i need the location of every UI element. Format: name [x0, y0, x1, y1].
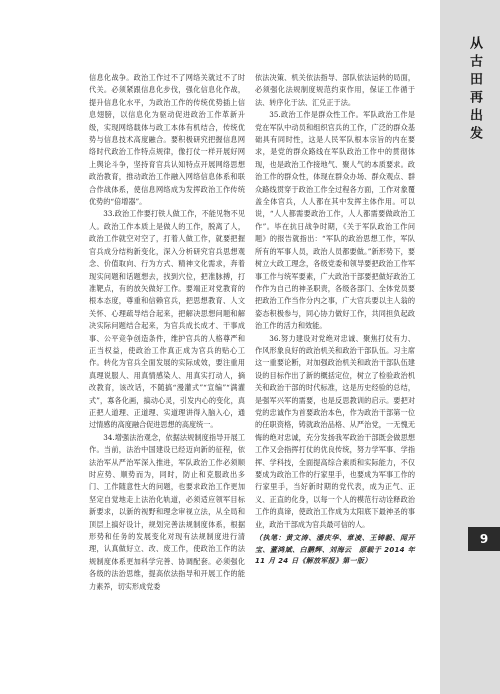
- paragraph: 33.政治工作要打铁人做工作，不能见物不见人。政治工作本质上是做人的工作，脱离了人，政治工作就空对空了，打着人做工作，就要把握官兵成分结构新变化，深入分析研究官兵思想观念、价值取向、行为方式、精神文化需求，奔着现实问题和话题想去，找到穴位，把准脉搏，打准靶点，有的放矢做好工作。要端正对党教育的根本态度，尊重和信赖官兵，把思想教育、人文关怀、心理疏导结合起来，把解决思想问题和解决实际问题结合起来，为官兵成长成才、干事成事、公平竞争创造条件，维护官兵的人格尊严和正当权益，使政治工作真正成为官兵的贴心工作。转化为官兵全面发展的实际成效，要注重用真理说服人、用真情感染人、用真实打动人，摘改教育，该改话，不随搞“漫灌式”“宣编”“满灌式”，寡各化画，搞动心灵，引发内心的变化，真正把人道理、正道理、实道理讲得入脑入心，通过情感的高度融合促进思想的高度统一。: [89, 209, 245, 430]
- author-credits: （执笔：黄文涛、潘庆华、章凌、王铸毅、闻开宝、董鸿斌、白鹏辉、刘海云 原载于 2014 年 11 月 24 日《解放军报》第一版）: [255, 534, 415, 566]
- paragraph: 34.增强法治观念，依据法规制度指导开展工作。当前，法治中国建设已经迈向新的征程，依法治军从严治军深入推进，军队政治工作必须顺时应势、顺势而为，同时，防止和克服政出多门、工作随意性大的问题，也要求政治工作更加坚定自觉地走上法治化轨道，必须适应领军目标新要求，以新的视野和理念审视立法，从全局和顶层上搞好设计，规划完善法规制度体系，根据形势和任务的发展变化对现有法规制度进行清理，认真做好立、改、废工作，使政治工作的法规制度体系更加科学完善、协调配套。必须强化各级的法治思维，提高依法指导和开展工作的能力素养，切实形成党委: [89, 432, 245, 591]
- paragraph: 36.努力建设对党绝对忠诚、聚焦打仗有力、作风形象良好的政治机关和政治干部队伍。习主席这一重要论断，对加强政治机关和政治干部队伍建设的目标作出了新的概括定位，树立了检验政治机关和政治干部的时代标准，这是历史经验的总结，是强军兴军的需要，也是反思教训的启示。要把对党的忠诚作为首要政治本色，作为政治干部第一位的任职资格，铸就政治品格、从严治党，一无愧无悔的绝对忠诚，充分发扬我军政治干部既会做思想工作又会指挥打仗的优良传统，努力学军事、学指挥、学科技，全面提高综合素质和实际能力，不仅要成为政治工作的行家里手，也要成为军事工作的行家里手，当好新时期的党代表，成为正气、正义、正直的化身，以每一个人的模范行动诠释政治工作的真谛，使政治工作成为太阳底下最神圣的事业，政治干部成为官兵最可信的人。: [255, 333, 415, 529]
- paragraph: 35.政治工作是群众性工作。军队政治工作是党在军队中动员和组织官兵的工作，广泛的群众基础具有同时性，这是人民军队根本宗旨的内在要求，是党的群众路线在军队政治工作中的贯彻体现，也是政治工作接地气、聚人气的本质要求。政治工作的群众性，体现在群众办场、群众观点、群众路线贯穿于政治工作全过程各方面，工作对象覆盖全体官兵，人人都在其中发挥主体作用。可以说，“人人都需要政治工作，人人都需要做政治工作”。毕在抗日战争时期，《关于军队政治工作问题》的报告就指出：“军队的政治思想工作，军队所有的军事人员，政治人员都要做。”新形势下，要树立大政工理念，各级党委和领导要把政治工作军事工作与统军要素，广大政治干部要把做好政治工作作为自己的神圣职责，各级各部门、全体党员要把政治工作当作分内之事，广大官兵要以主人翁的姿态积极参与，同心协力做好工作，共同担负起政治工作的活力和效能。: [255, 110, 415, 331]
- right-text-column: [255, 72, 415, 568]
- page-number-tab: [468, 527, 500, 551]
- section-title: 从古田再出发: [467, 36, 482, 144]
- paragraph: 信息化战争。政治工作过不了网络关就过不了时代关。必须紧跟信息化步伐，强化信息化作战，提升信息化水平，为政治工作的传统优势插上信息翅膀，以信息化为驱动促进政治工作革新升级，实现网络载体与政工本体有机结合，传统优势与信息技术高度融合。要积极研究把握信息网络时代政治工作特点规律，像打仗一样开展好网上舆论斗争，坚持育官兵认知特点开展网络思想政治教育，推动政治工作融入网络信息体系和联合作战体系，使信息网络成为发挥政治工作传统优势的“倍增器”。: [89, 73, 245, 207]
- left-text-column: [89, 72, 245, 593]
- page-number: 9: [479, 532, 489, 546]
- paragraph: 依法决策、机关依法指导、部队依法运转的局面，必须强化法规制度规范约束作用，保证工作循于法、转序化于法、汇兑正于法。: [255, 73, 415, 107]
